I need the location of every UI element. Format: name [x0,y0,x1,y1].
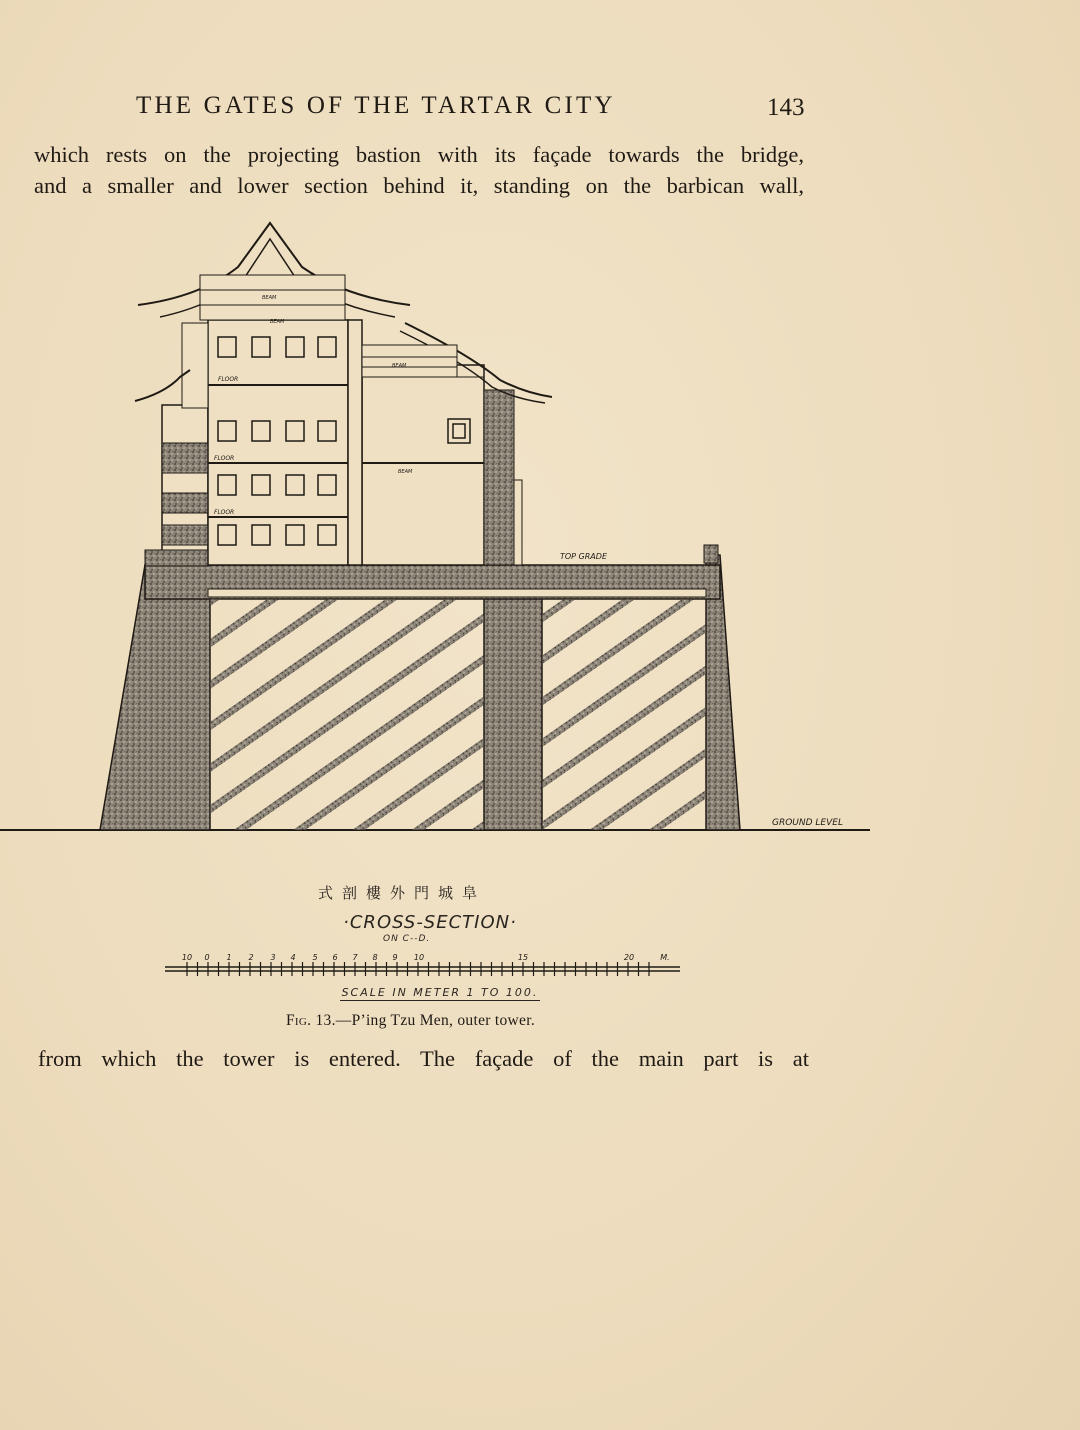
scale-tick-label: 4 [290,953,296,962]
scale-tick-label: 7 [352,953,358,962]
chinese-caption: 式剖樓外門城阜 [318,884,487,902]
scale-tick-label: 0 [204,953,210,962]
running-head: THE GATES OF THE TARTAR CITY [136,92,616,119]
figure-caption-text: —P’ing Tzu Men, outer tower. [335,1012,536,1029]
label-beam: BEAM [270,319,285,325]
scale-bar [165,950,685,980]
label-floor: FLOOR [214,455,235,462]
page-number: 143 [767,94,805,121]
scale-tick-label: 10 [181,953,193,962]
right-parapet [704,545,718,563]
figure-caption [286,1012,535,1030]
body-text-line-1: which rests on the projecting bastion with its façade towards the bridge, [34,142,804,167]
cross-section-subtitle: ON C--D. [383,934,431,944]
label-floor: FLOOR [218,376,239,383]
slab-band [208,589,706,597]
scale-tick-label: 2 [248,953,254,962]
scale-label: SCALE IN METER 1 TO 100. [341,986,539,999]
scale-tick-label: 10 [413,953,425,962]
left-bastion-wall [100,565,210,830]
central-pier [484,575,542,830]
scale-tick-label: 6 [332,953,338,962]
body-text-line-2: and a smaller and lower section behind it, standing on the barbican wall, [34,173,804,198]
figure-number: Fig. 13. [286,1012,336,1029]
label-ground-level: GROUND LEVEL [772,818,843,828]
scale-tick-label: M. [660,953,670,962]
cross-section-title: ·CROSS-SECTION· [343,912,517,933]
scale-tick-label: 15 [517,953,529,962]
cross-section-drawing [0,205,880,845]
label-floor: FLOOR [214,509,235,516]
scale-tick-label: 20 [623,953,635,962]
scale-tick-label: 9 [392,953,398,962]
label-top-grade: TOP GRADE [560,552,607,561]
tower-rear-body [362,365,484,565]
label-beam: BEAM [262,295,277,301]
hatched-fill-left [210,599,484,830]
label-beam: BEAM [398,469,413,475]
scale-tick-label: 1 [226,953,232,962]
body-text-line-3: from which the tower is entered. The façade of the main part is at [38,1046,809,1071]
scale-tick-label: 5 [312,953,318,962]
scale-tick-label: 3 [270,953,276,962]
hatched-fill-right [542,599,706,830]
scale-tick-label: 8 [372,953,378,962]
label-beam: BEAM [392,363,407,369]
